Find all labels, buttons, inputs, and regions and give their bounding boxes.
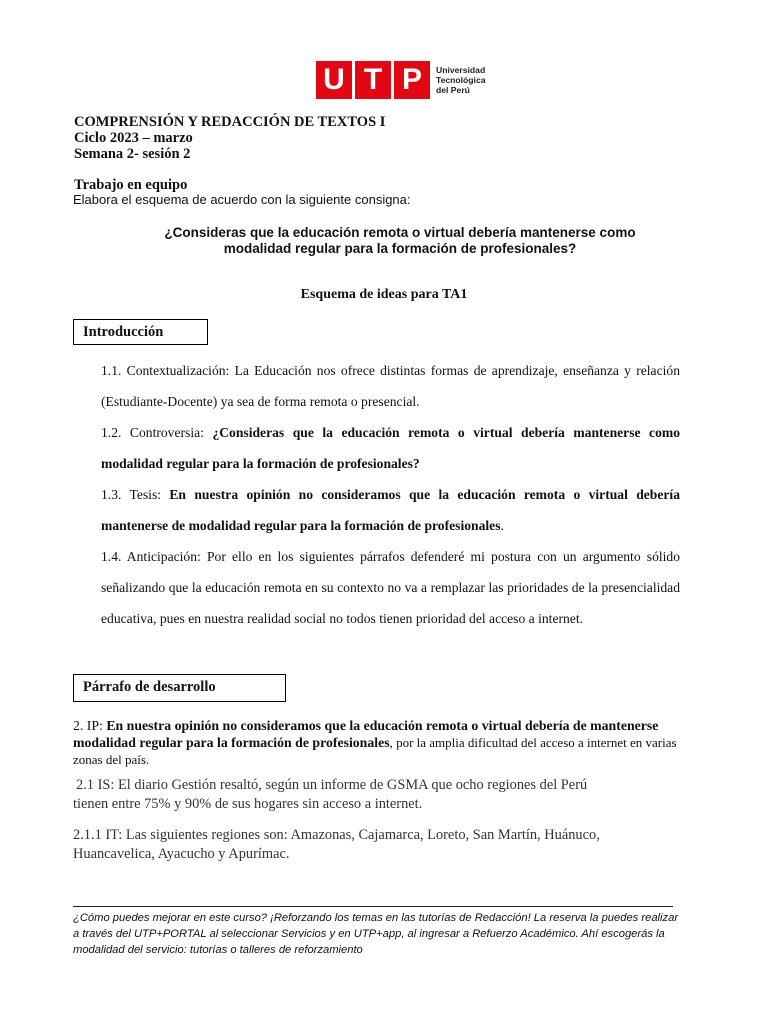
question-line-1: ¿Consideras que la educación remota o virtual debería mantenerse como	[164, 225, 636, 240]
development-tertiary-idea-line-1: 2.1.1 IT: Las siguientes regiones son: Amazonas, Cajamarca, Loreto, San Martín, Huánuco,	[73, 827, 600, 843]
assignment-instruction: Elabora el esquema de acuerdo con la siguiente consigna:	[73, 192, 411, 207]
footer-divider	[73, 906, 673, 907]
development-section-box	[73, 674, 286, 702]
question-line-2: modalidad regular para la formación de profesionales?	[223, 241, 577, 256]
logo-letter-u: U	[323, 63, 345, 96]
assignment-heading: Trabajo en equipo	[74, 177, 188, 193]
intro-controversy: 1.2. Controversia: ¿Consideras que la educación remota o virtual debería mantenerse como modalidad regular para la formación de profesionales?	[101, 425, 680, 471]
intro-anticipation: 1.4. Anticipación: Por ello en los siguientes párrafos defenderé mi postura con un argumento sólido señalizando que la educación remota en su contexto no va a remplazar las prioridades de la presencialidad educativa, pues en nuestra realidad social no todos tienen prioridad del acceso a internet.	[101, 549, 681, 626]
course-title: COMPRENSIÓN Y REDACCIÓN DE TEXTOS I	[74, 114, 386, 130]
development-secondary-idea-line-2: tienen entre 75% y 90% de sus hogares sin acceso a internet.	[73, 796, 423, 812]
scheme-title: Esquema de ideas para TA1	[300, 287, 468, 302]
utp-logo-mark	[316, 61, 430, 99]
intro-section-box	[73, 319, 208, 345]
logo-wordmark: Universidad Tecnológica del Perú	[436, 65, 486, 95]
development-secondary-idea-line-1: 2.1 IS: El diario Gestión resaltó, según un informe de GSMA que ocho regiones del Perú	[76, 777, 588, 793]
intro-thesis: 1.3. Tesis: En nuestra opinión no consideramos que la educación remota o virtual debería mantenerse de modalidad regular para la formación de profesionales.	[101, 487, 680, 533]
intro-section-label: Introducción	[83, 324, 164, 340]
development-main-idea: 2. IP: En nuestra opinión no consideramos que la educación remota o virtual debería de mantenerse modalidad regular para la formación de profesionales, por la amplia dificultad del acceso a internet en varias zonas del país.	[73, 718, 677, 767]
intro-contextualization: 1.1. Contextualización: La Educación nos ofrece distintas formas de aprendizaje, enseñanza y relación (Estudiante-Docente) ya sea de forma remota o presencial.	[101, 363, 680, 409]
week-label: Semana 2- sesión 2	[74, 146, 191, 162]
cycle-label: Ciclo 2023 – marzo	[74, 130, 193, 146]
logo-letter-t: T	[363, 63, 383, 96]
development-section-label: Párrafo de desarrollo	[83, 679, 216, 695]
logo-letter-p: P	[401, 63, 422, 96]
utp-logo	[316, 60, 486, 100]
footer-note: ¿Cómo puedes mejorar en este curso? ¡Reforzando los temas en las tutorías de Redacción! La reserva la puedes realizar a través del UTP+PORTAL al seleccionar Servicios y en UTP+app, al ingresar a Refuerzo Académico. Ahí escogerás la modalidad del servicio: tutorías o talleres de reforzamiento	[73, 912, 679, 956]
development-tertiary-idea-line-2: Huancavelica, Ayacucho y Apurímac.	[73, 846, 290, 862]
